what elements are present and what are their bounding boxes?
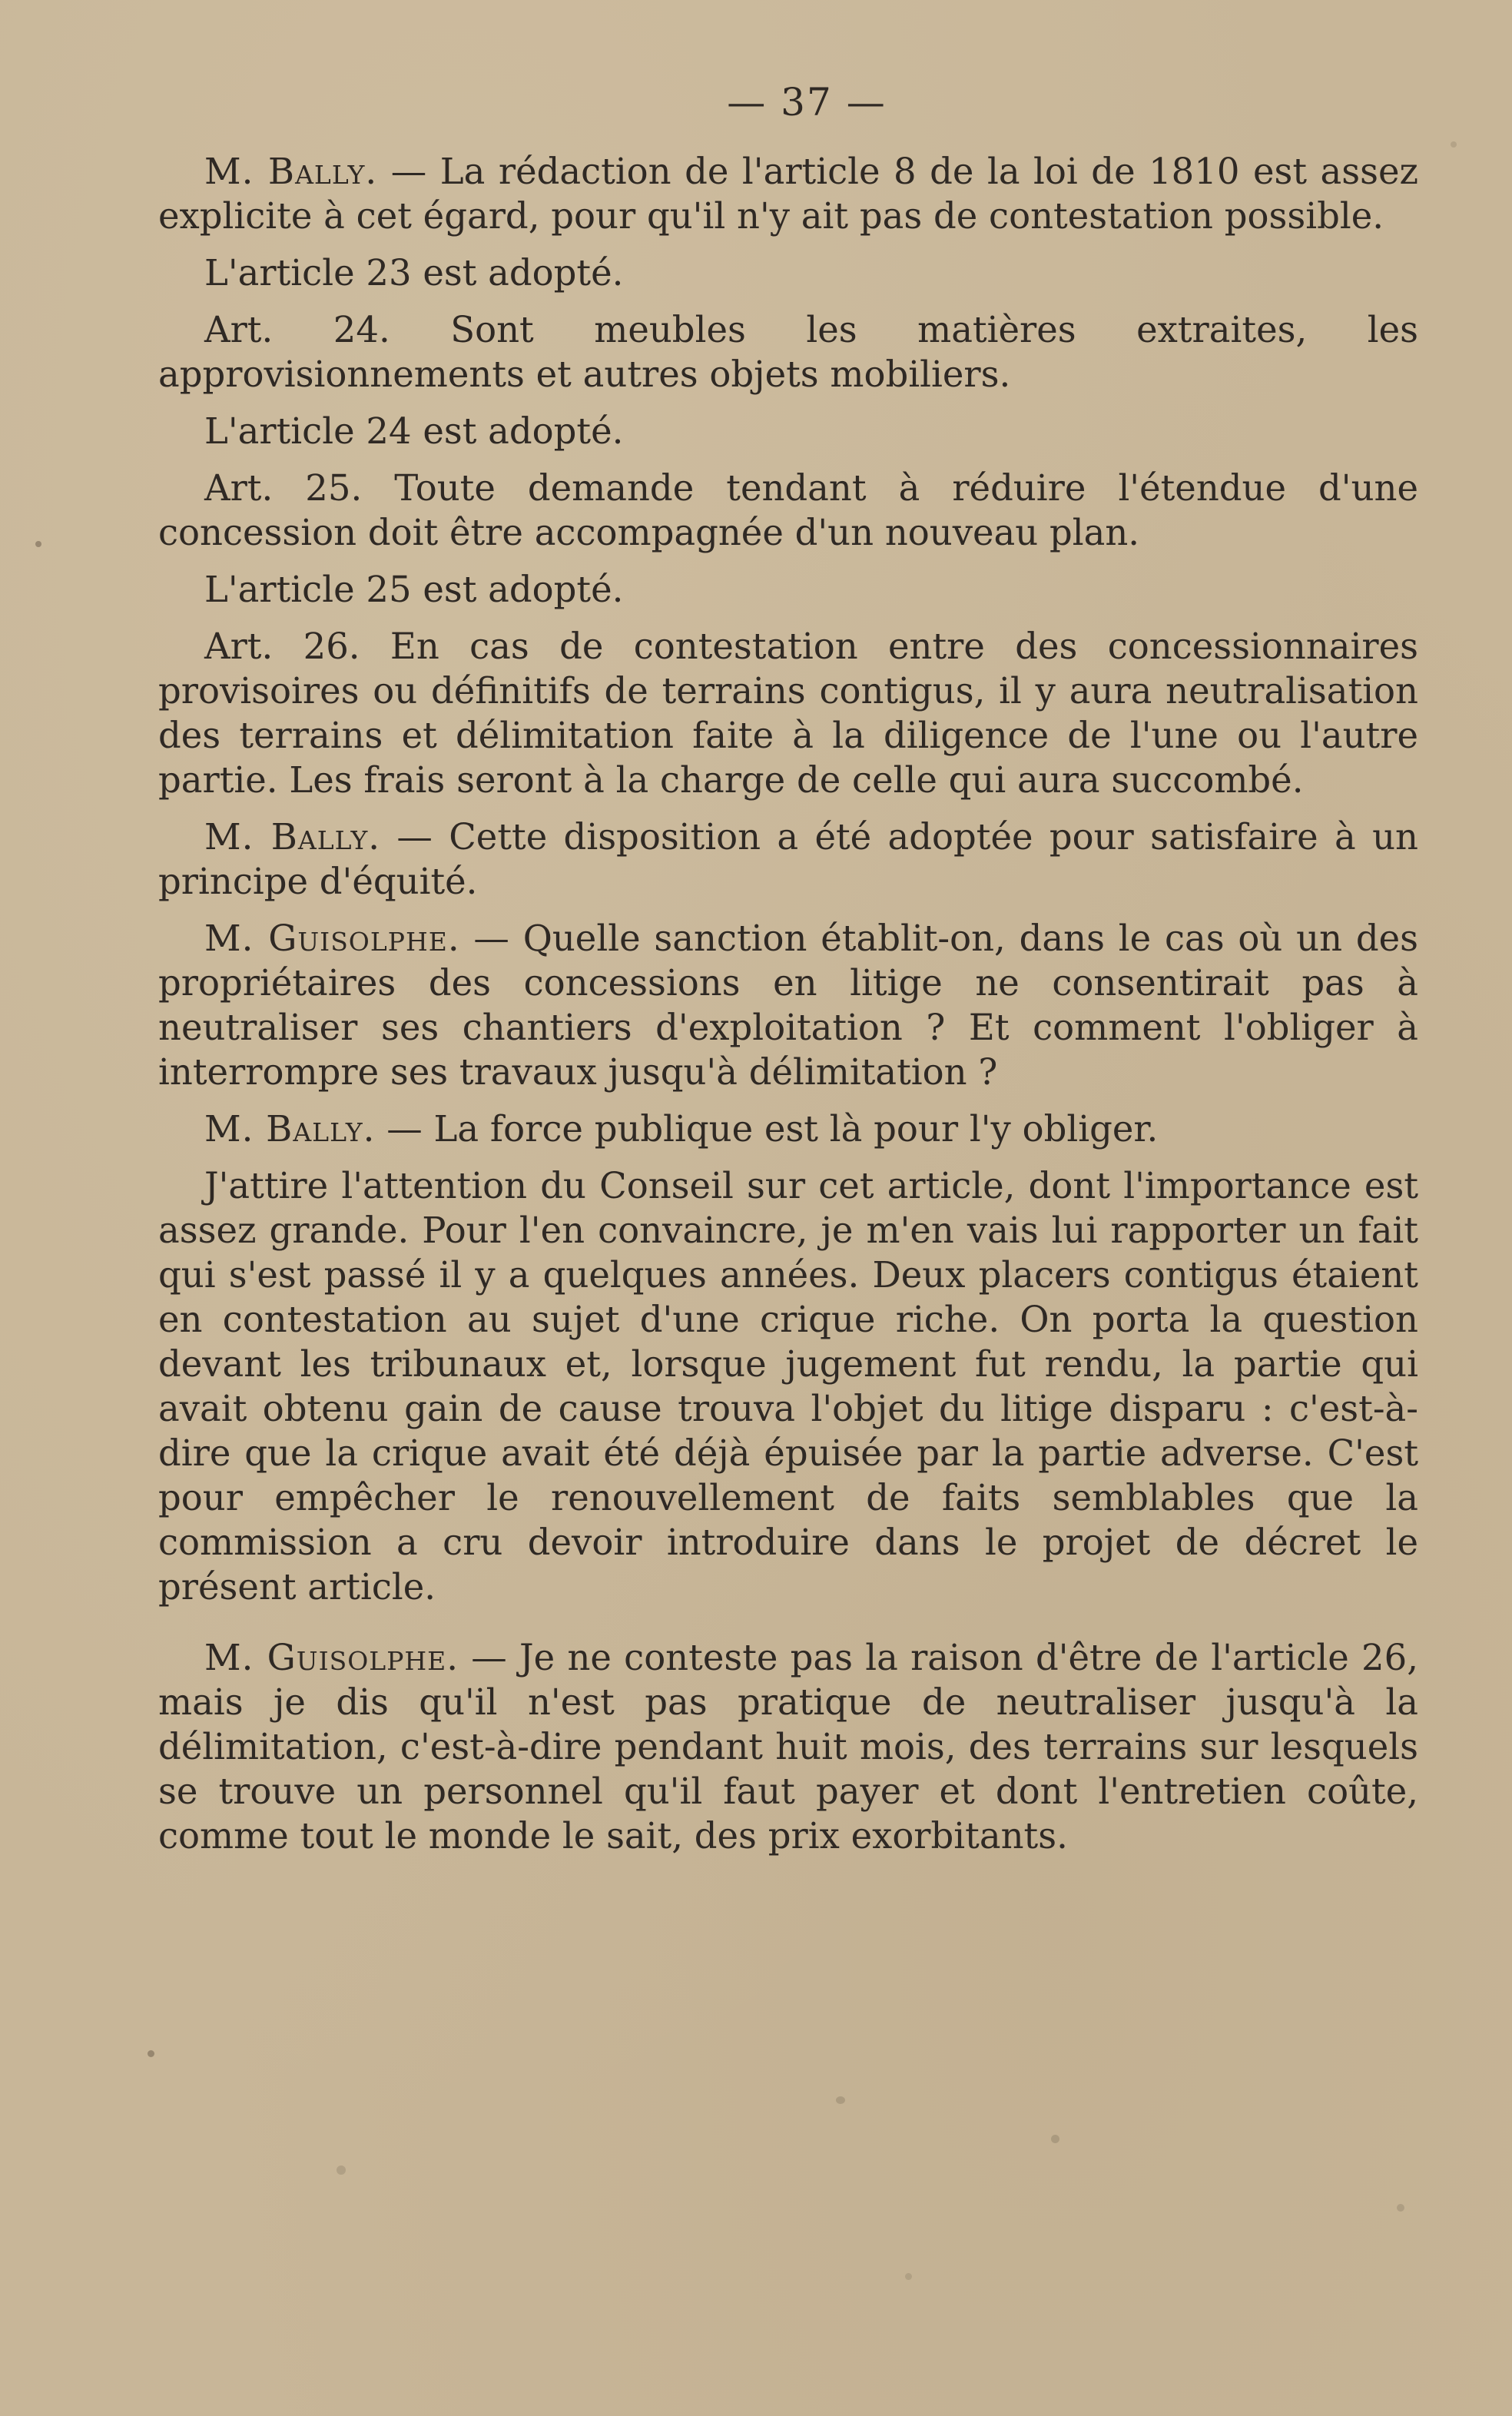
speaker-name: M. Guisolphe. <box>204 1637 459 1678</box>
paragraph-4 <box>158 409 1418 453</box>
speaker-name: M. Guisolphe. <box>204 918 460 959</box>
paragraph-8 <box>158 815 1418 904</box>
paragraph-12 <box>158 1635 1418 1858</box>
paragraph-text: — Cette disposition a été adoptée pour satisfaire à un principe d'équité. <box>158 816 1418 902</box>
paper-speck <box>1397 2204 1404 2212</box>
paragraph-text: — La rédaction de l'article 8 de la loi de 1810 est assez explicite à cet égard, pour qu'il n'y ait pas de contestation possible. <box>158 151 1418 237</box>
paragraph-text: — Quelle sanction établit-on, dans le cas où un des propriétaires des concessions en litige ne consentirait pas à neutraliser ses chantiers d'exploitation ? Et comment l'obliger à interrompre ses travaux jusqu'à délimitation ? <box>158 918 1418 1093</box>
paragraph-text: L'article 25 est adopté. <box>204 569 624 610</box>
paragraph-text: Art. 24. Sont meubles les matières extraites, les approvisionnements et autres objets mobiliers. <box>158 309 1418 395</box>
paragraph-2 <box>158 251 1418 295</box>
paper-speck <box>148 2050 154 2057</box>
paragraph-5 <box>158 466 1418 555</box>
paragraph-7 <box>158 624 1418 802</box>
paragraph-text: Art. 25. Toute demande tendant à réduire l'étendue d'une concession doit être accompagnée d'un nouveau plan. <box>158 467 1418 553</box>
paper-speck <box>1051 2135 1059 2143</box>
paragraph-9 <box>158 916 1418 1094</box>
paragraph-10 <box>158 1107 1418 1151</box>
speaker-name: M. Bally. <box>204 151 378 192</box>
paragraph-6 <box>158 567 1418 612</box>
paper-speck <box>35 541 41 547</box>
paragraph-text: L'article 24 est adopté. <box>204 410 624 452</box>
paper-speck <box>337 2165 346 2175</box>
paragraph-3 <box>158 307 1418 397</box>
paper-speck <box>1451 141 1457 148</box>
paragraph-text: L'article 23 est adopté. <box>204 252 624 294</box>
paragraph-1 <box>158 149 1418 238</box>
speaker-name: M. Bally. <box>204 816 381 858</box>
page-number: — 37 — <box>727 80 887 124</box>
paper-speck <box>905 2273 912 2280</box>
paragraph-text: J'attire l'attention du Conseil sur cet article, dont l'importance est assez grande. Pour l'en convaincre, je m'en vais lui rapporter un fait qui s'est passé il y a quelques années. Deux placers contigus étaient en contestation au sujet d'une crique riche. On porta la question devant les tribunaux et, lorsque jugement fut rendu, la partie qui avait obtenu gain de cause trouva l'objet du litige disparu : c'est-à-dire que la crique avait été déjà épuisée par la partie adverse. C'est pour empêcher le renouvellement de faits semblables que la commission a cru devoir introduire dans le projet de décret le présent article. <box>158 1165 1418 1608</box>
body-text <box>158 149 1418 1870</box>
paragraph-text: — La force publique est là pour l'y obliger. <box>375 1108 1159 1150</box>
speaker-name: M. Bally. <box>204 1108 376 1150</box>
paper-speck <box>836 2096 845 2104</box>
paragraph-text: — Je ne conteste pas la raison d'être de l'article 26, mais je dis qu'il n'est pas pratique de neutraliser jusqu'à la délimitation, c'est-à-dire pendant huit mois, des terrains sur lesquels se trouve un personnel qu'il faut payer et dont l'entretien coûte, comme tout le monde le sait, des prix exorbitants. <box>158 1637 1418 1857</box>
paragraph-11 <box>158 1163 1418 1609</box>
paragraph-text: Art. 26. En cas de contestation entre des concessionnaires provisoires ou définitifs de terrains contigus, il y aura neutralisation des terrains et délimitation faite à la diligence de l'une ou l'autre partie. Les frais seront à la charge de celle qui aura succombé. <box>158 626 1418 801</box>
